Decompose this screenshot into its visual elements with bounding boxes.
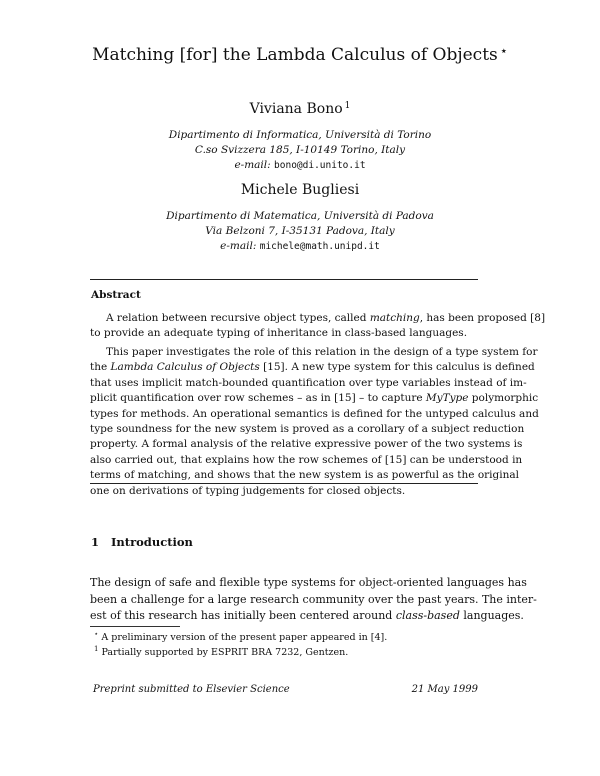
email-label: e-mail: [234, 159, 271, 171]
text-line: property. A formal analysis of the relative expressive power of the two systems is [90, 438, 523, 451]
email-line [0, 158, 600, 173]
abstract-top-rule [90, 279, 478, 280]
abstract-paragraph-2 [90, 345, 539, 499]
text-line: been a challenge for a large research community over the past years. The inter- [90, 592, 537, 606]
text-line: that uses implicit match-bounded quantification over type variables instead of im- [90, 376, 527, 389]
text-line: terms of matching, and shows that the new system is as powerful as the original [90, 469, 519, 482]
email-address[interactable]: michele@math.unipd.it [259, 241, 380, 252]
text-line: also carried out, that explains how the row schemes of [15] can be understood in [90, 453, 523, 466]
author-2-name [0, 182, 600, 198]
author-2-affiliation [0, 209, 600, 254]
footnote-1 [94, 630, 387, 643]
text-line: type soundness for the new system is proved as a corollary of a subject reduction [90, 423, 525, 436]
affiliation-line: C.so Svizzera 185, I-10149 Torino, Italy [194, 144, 406, 156]
abstract-paragraph-1 [90, 311, 546, 342]
intro-paragraph [90, 575, 537, 625]
footnote-text: A preliminary version of the present paper appeared in [4]. [101, 632, 388, 643]
footnote-mark: ⋆ [94, 630, 99, 638]
text-line: A relation between recursive object types, called matching, has been proposed [8] [106, 312, 546, 324]
affiliation-line: Dipartimento di Informatica, Università di Torino [168, 129, 432, 141]
text-line: This paper investigates the role of this relation in the design of a type system for [106, 346, 538, 358]
preprint-notice: Preprint submitted to Elsevier Science [93, 684, 290, 695]
section-number: 1 [91, 535, 100, 549]
title-footnote-star: ⋆ [499, 44, 508, 59]
author-1-name [0, 101, 600, 117]
affiliation-line: Dipartimento di Matematica, Università di Padova [166, 210, 434, 222]
abstract-bottom-rule [90, 483, 478, 484]
author-footnote-mark: 1 [344, 101, 351, 111]
author-1-affiliation [0, 128, 600, 173]
affiliation-line: Via Belzoni 7, I-35131 Padova, Italy [205, 225, 395, 237]
email-address[interactable]: bono@di.unito.it [274, 160, 366, 171]
footnote-rule [90, 626, 180, 627]
text-line: plicit quantification over row schemes – as in [15] – to capture MyType polymorphic [90, 392, 539, 405]
text-line: the Lambda Calculus of Objects [15]. A new type system for this calculus is defined [90, 361, 535, 374]
text-line: types for methods. An operational semantics is defined for the untyped calculus and [90, 407, 539, 420]
author-name: Michele Bugliesi [240, 182, 360, 198]
preprint-date: 21 May 1999 [411, 684, 478, 695]
abstract-heading: Abstract [91, 289, 141, 301]
text-line: est of this research has initially been centered around class-based languages. [90, 609, 524, 622]
section-heading [91, 535, 193, 549]
text-line: The design of safe and flexible type systems for object-oriented languages has [90, 576, 527, 589]
text-line: one on derivations of typing judgements for closed objects. [90, 484, 406, 497]
section-title: Introduction [111, 535, 193, 549]
footnote-2 [94, 645, 348, 658]
footnote-mark: 1 [94, 645, 99, 653]
email-label: e-mail: [220, 240, 257, 252]
text-line: to provide an adequate typing of inheritance in class-based languages. [90, 327, 468, 340]
author-name: Viviana Bono [249, 101, 343, 117]
email-line [0, 239, 600, 254]
paper-title [0, 44, 600, 65]
title-text: Matching [for] the Lambda Calculus of Objects [92, 45, 498, 65]
footnote-text: Partially supported by ESPRIT BRA 7232, Gentzen. [101, 647, 349, 658]
